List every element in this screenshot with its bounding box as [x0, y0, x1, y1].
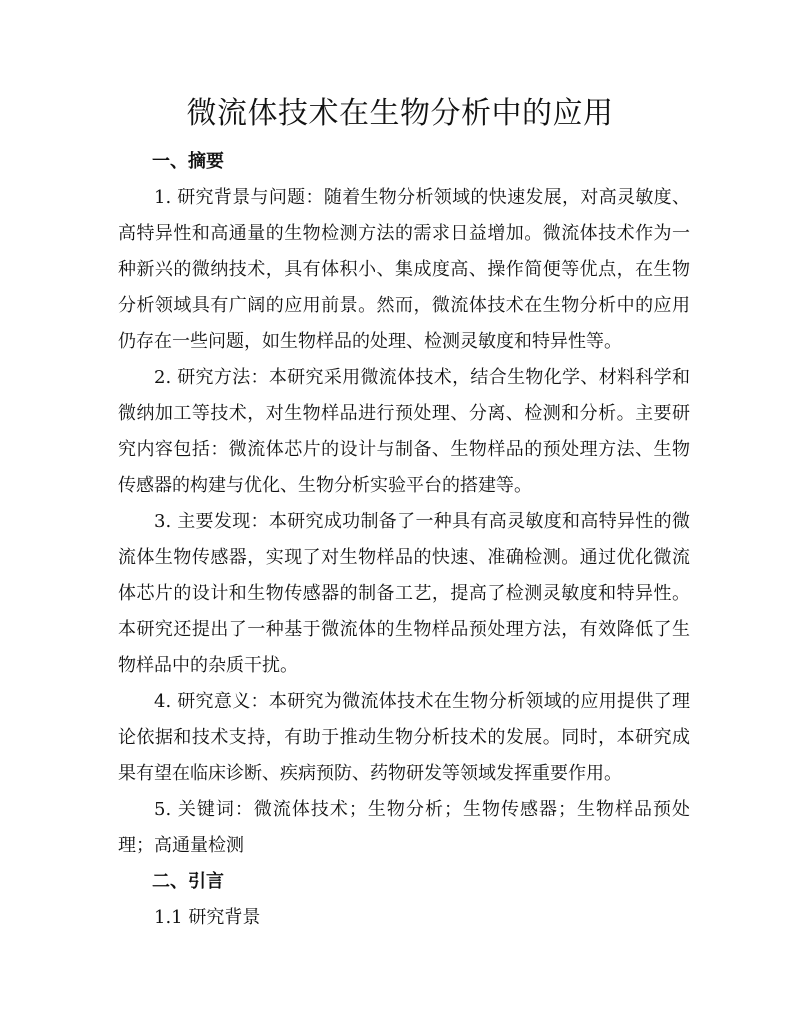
- abstract-paragraph-background: 1. 研究背景与问题：随着生物分析领域的快速发展，对高灵敏度、高特异性和高通量的生物检测方法的需求日益增加。微流体技术作为一种新兴的微纳技术，具有体积小、集成度高、操作简便等优点，在生物分析领域具有广阔的应用前景。然而，微流体技术在生物分析中的应用仍存在一些问题，如生物样品的处理、检测灵敏度和特异性等。: [118, 187, 690, 352]
- section-heading-abstract: 一、摘要: [152, 151, 224, 172]
- abstract-paragraph-findings: 3. 主要发现：本研究成功制备了一种具有高灵敏度和高特异性的微流体生物传感器，实现了对生物样品的快速、准确检测。通过优化微流体芯片的设计和生物传感器的制备工艺，提高了检测灵敏度和特异性。本研究还提出了一种基于微流体的生物样品预处理方法，有效降低了生物样品中的杂质干扰。: [118, 511, 690, 676]
- abstract-paragraph-significance: 4. 研究意义：本研究为微流体技术在生物分析领域的应用提供了理论依据和技术支持，有助于推动生物分析技术的发展。同时，本研究成果有望在临床诊断、疾病预防、药物研发等领域发挥重要作用。: [118, 691, 690, 784]
- abstract-paragraph-methods: 2. 研究方法：本研究采用微流体技术，结合生物化学、材料科学和微纳加工等技术，对生物样品进行预处理、分离、检测和分析。主要研究内容包括：微流体芯片的设计与制备、生物样品的预处理方法、生物传感器的构建与优化、生物分析实验平台的搭建等。: [118, 367, 690, 496]
- introduction-subheading-background: 1.1 研究背景: [154, 907, 261, 928]
- abstract-paragraph-keywords: 5. 关键词：微流体技术；生物分析；生物传感器；生物样品预处理；高通量检测: [118, 799, 690, 856]
- document-body: [118, 144, 690, 936]
- document-title: 微流体技术在生物分析中的应用: [186, 96, 614, 131]
- section-heading-introduction: 二、引言: [152, 871, 224, 892]
